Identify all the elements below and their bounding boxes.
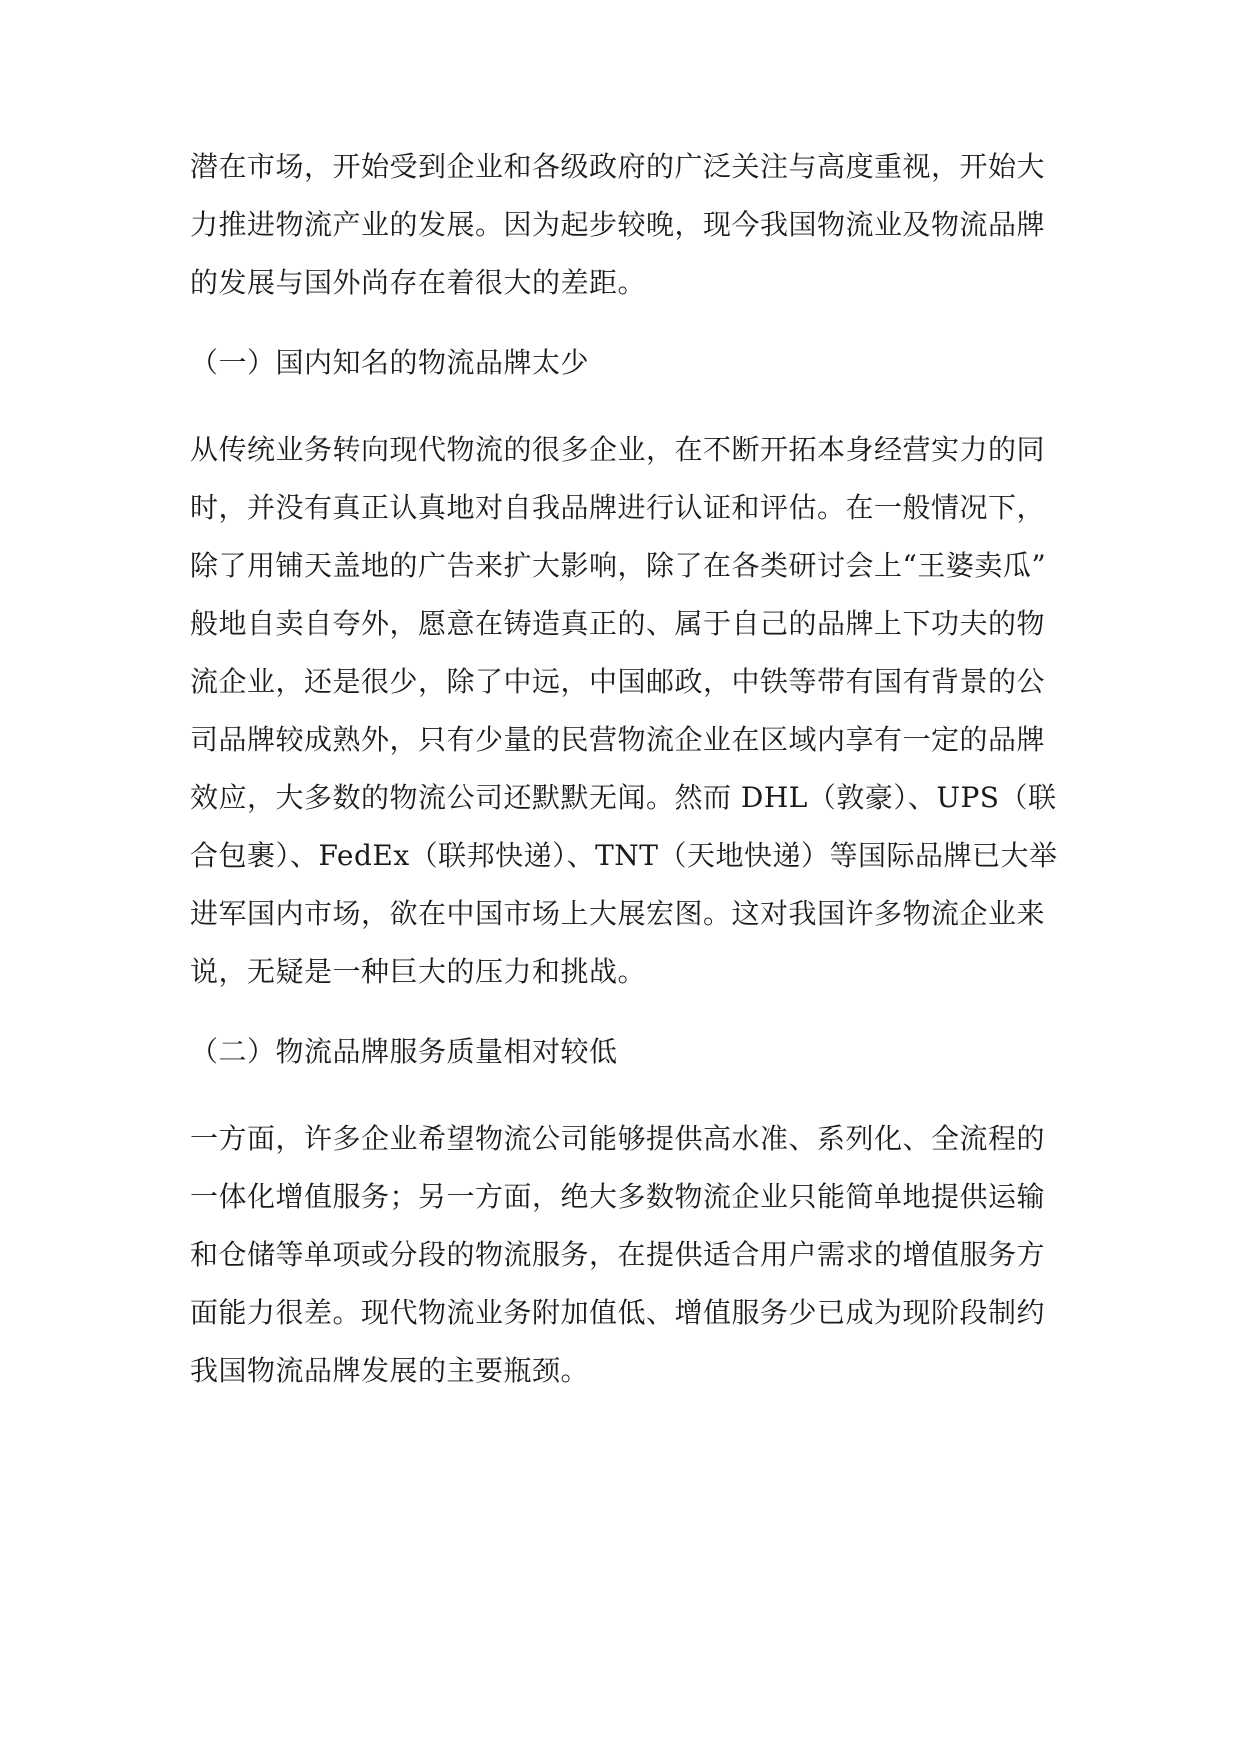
paragraph-3-line-2: 一体化增值服务；另一方面，绝大多数物流企业只能简单地提供运输 xyxy=(190,1180,1046,1213)
paragraph-1-line-2: 力推进物流产业的发展。因为起步较晚，现今我国物流业及物流品牌 xyxy=(190,208,1046,241)
section-heading-2: （二）物流品牌服务质量相对较低 xyxy=(190,1035,618,1068)
paragraph-2-line-2: 时，并没有真正认真地对自我品牌进行认证和评估。在一般情况下， xyxy=(190,491,1046,524)
paragraph-3-line-3: 和仓储等单项或分段的物流服务，在提供适合用户需求的增值服务方 xyxy=(190,1238,1046,1271)
paragraph-2-line-9: 进军国内市场，欲在中国市场上大展宏图。这对我国许多物流企业来 xyxy=(190,897,1046,930)
paragraph-3-line-5: 我国物流品牌发展的主要瓶颈。 xyxy=(190,1354,590,1387)
paragraph-2-line-8: 合包裹）、FedEx（联邦快递）、TNT（天地快递）等国际品牌已大举 xyxy=(190,839,1058,872)
paragraph-2-line-3: 除了用铺天盖地的广告来扩大影响，除了在各类研讨会上“王婆卖瓜” xyxy=(190,549,1047,582)
paragraph-2-line-1: 从传统业务转向现代物流的很多企业，在不断开拓本身经营实力的同 xyxy=(190,433,1046,466)
paragraph-3-line-1: 一方面，许多企业希望物流公司能够提供高水准、系列化、全流程的 xyxy=(190,1122,1046,1155)
paragraph-2-line-4: 般地自卖自夸外，愿意在铸造真正的、属于自己的品牌上下功夫的物 xyxy=(190,607,1046,640)
paragraph-1-line-3: 的发展与国外尚存在着很大的差距。 xyxy=(190,266,647,299)
paragraph-1-line-1: 潜在市场，开始受到企业和各级政府的广泛关注与高度重视，开始大 xyxy=(190,150,1046,183)
paragraph-2-line-6: 司品牌较成熟外，只有少量的民营物流企业在区域内享有一定的品牌 xyxy=(190,723,1046,756)
section-heading-1: （一）国内知名的物流品牌太少 xyxy=(190,346,590,379)
paragraph-2-line-7: 效应，大多数的物流公司还默默无闻。然而 DHL（敦豪）、UPS（联 xyxy=(190,781,1057,814)
paragraph-2-line-10: 说，无疑是一种巨大的压力和挑战。 xyxy=(190,955,647,988)
paragraph-2-line-5: 流企业，还是很少，除了中远，中国邮政，中铁等带有国有背景的公 xyxy=(190,665,1046,698)
paragraph-3-line-4: 面能力很差。现代物流业务附加值低、增值服务少已成为现阶段制约 xyxy=(190,1296,1046,1329)
